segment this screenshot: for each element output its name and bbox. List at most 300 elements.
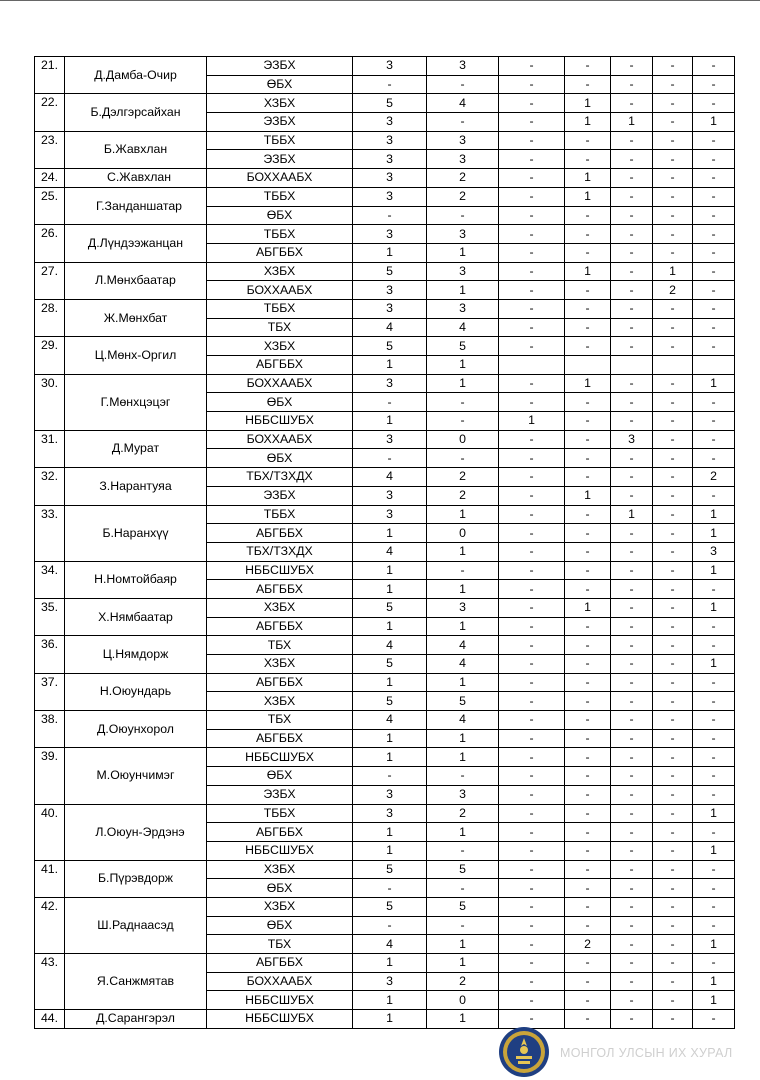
attendance-value-cell: -: [693, 57, 735, 76]
attendance-value-cell: 1: [353, 823, 427, 842]
attendance-value-cell: 1: [427, 505, 499, 524]
attendance-value-cell: 3: [353, 486, 427, 505]
attendance-value-cell: -: [353, 916, 427, 935]
attendance-value-cell: -: [653, 187, 693, 206]
committee-name: ТБХ: [207, 711, 353, 730]
attendance-value-cell: -: [653, 748, 693, 767]
table-row: [35, 468, 735, 487]
attendance-value-cell: 1: [693, 841, 735, 860]
attendance-value-cell: 1: [353, 617, 427, 636]
attendance-value-cell: -: [611, 935, 653, 954]
attendance-value-cell: 1: [653, 262, 693, 281]
attendance-value-cell: -: [693, 1010, 735, 1029]
member-number: 43.: [35, 954, 65, 1010]
attendance-value-cell: -: [353, 393, 427, 412]
attendance-value-cell: 5: [427, 897, 499, 916]
member-number: 21.: [35, 57, 65, 94]
member-number: 42.: [35, 897, 65, 953]
member-name: Ж.Мөнхбат: [65, 299, 207, 336]
attendance-value-cell: -: [693, 897, 735, 916]
attendance-table: [34, 56, 735, 1029]
attendance-value-cell: -: [565, 75, 611, 94]
attendance-value-cell: -: [565, 748, 611, 767]
table-row: [35, 711, 735, 730]
member-name: Х.Нямбаатар: [65, 598, 207, 635]
table-row: [35, 57, 735, 76]
attendance-value-cell: 4: [427, 318, 499, 337]
attendance-value-cell: -: [693, 916, 735, 935]
attendance-value-cell: 5: [353, 655, 427, 674]
attendance-value-cell: 3: [353, 299, 427, 318]
attendance-value-cell: -: [611, 785, 653, 804]
attendance-table-body: [35, 57, 735, 1029]
attendance-value-cell: -: [611, 243, 653, 262]
member-number: 26.: [35, 225, 65, 262]
attendance-value-cell: -: [653, 897, 693, 916]
attendance-value-cell: -: [499, 692, 565, 711]
committee-name: ТББХ: [207, 187, 353, 206]
attendance-value-cell: -: [653, 711, 693, 730]
committee-name: ТБХ/ТЗХДХ: [207, 542, 353, 561]
member-name: Б.Дэлгэрсайхан: [65, 94, 207, 131]
attendance-value-cell: 5: [353, 598, 427, 617]
attendance-value-cell: 3: [353, 785, 427, 804]
member-number: 28.: [35, 299, 65, 336]
attendance-value-cell: -: [653, 1010, 693, 1029]
attendance-value-cell: -: [565, 673, 611, 692]
attendance-value-cell: -: [653, 636, 693, 655]
committee-name: НББСШУБХ: [207, 748, 353, 767]
committee-name: ӨБХ: [207, 916, 353, 935]
attendance-value-cell: -: [499, 449, 565, 468]
committee-name: ТБХ/ТЗХДХ: [207, 468, 353, 487]
attendance-value-cell: -: [611, 486, 653, 505]
committee-name: ХЗБХ: [207, 860, 353, 879]
attendance-value-cell: -: [427, 206, 499, 225]
attendance-value-cell: 1: [693, 935, 735, 954]
committee-name: ӨБХ: [207, 449, 353, 468]
attendance-value-cell: 1: [427, 542, 499, 561]
committee-name: ТББХ: [207, 299, 353, 318]
attendance-value-cell: -: [611, 524, 653, 543]
attendance-value-cell: 1: [427, 748, 499, 767]
attendance-value-cell: -: [611, 655, 653, 674]
attendance-value-cell: 1: [427, 823, 499, 842]
attendance-value-cell: -: [427, 841, 499, 860]
attendance-value-cell: -: [427, 393, 499, 412]
attendance-value-cell: -: [353, 206, 427, 225]
attendance-value-cell: -: [427, 412, 499, 431]
attendance-value-cell: 4: [353, 636, 427, 655]
attendance-value-cell: -: [499, 860, 565, 879]
attendance-value-cell: -: [565, 150, 611, 169]
attendance-value-cell: -: [565, 393, 611, 412]
attendance-value-cell: 1: [565, 486, 611, 505]
attendance-value-cell: -: [499, 374, 565, 393]
member-name: Ц.Нямдорж: [65, 636, 207, 673]
attendance-value-cell: -: [693, 580, 735, 599]
attendance-value-cell: -: [693, 318, 735, 337]
attendance-value-cell: -: [427, 561, 499, 580]
member-number: 30.: [35, 374, 65, 430]
committee-name: АБГББХ: [207, 617, 353, 636]
watermark-text: МОНГОЛ УЛСЫН ИХ ХУРАЛ: [560, 1046, 733, 1060]
attendance-value-cell: -: [611, 580, 653, 599]
attendance-value-cell: -: [611, 823, 653, 842]
attendance-value-cell: -: [565, 430, 611, 449]
attendance-value-cell: -: [499, 823, 565, 842]
attendance-value-cell: -: [427, 449, 499, 468]
attendance-value-cell: -: [499, 94, 565, 113]
attendance-value-cell: -: [499, 954, 565, 973]
attendance-value-cell: -: [611, 692, 653, 711]
attendance-value-cell: 1: [353, 729, 427, 748]
attendance-value-cell: -: [653, 318, 693, 337]
committee-name: БОХХААБХ: [207, 169, 353, 188]
attendance-value-cell: -: [693, 767, 735, 786]
attendance-value-cell: -: [499, 561, 565, 580]
attendance-value-cell: -: [611, 897, 653, 916]
committee-name: ЭЗБХ: [207, 486, 353, 505]
attendance-value-cell: 1: [611, 505, 653, 524]
attendance-value-cell: 1: [427, 673, 499, 692]
attendance-value-cell: -: [499, 655, 565, 674]
member-name: Д.Лүндээжанцан: [65, 225, 207, 262]
attendance-value-cell: -: [611, 617, 653, 636]
committee-name: ТБХ: [207, 318, 353, 337]
member-number: 37.: [35, 673, 65, 710]
attendance-value-cell: -: [565, 131, 611, 150]
attendance-value-cell: 1: [427, 954, 499, 973]
committee-name: ТББХ: [207, 505, 353, 524]
attendance-value-cell: 3: [353, 281, 427, 300]
attendance-value-cell: 4: [353, 318, 427, 337]
attendance-value-cell: 1: [693, 505, 735, 524]
table-row: [35, 94, 735, 113]
committee-name: АБГББХ: [207, 729, 353, 748]
attendance-value-cell: 2: [427, 468, 499, 487]
attendance-value-cell: -: [693, 131, 735, 150]
member-number: 33.: [35, 505, 65, 561]
attendance-value-cell: -: [565, 524, 611, 543]
attendance-value-cell: 1: [693, 561, 735, 580]
member-number: 40.: [35, 804, 65, 860]
attendance-value-cell: -: [653, 225, 693, 244]
attendance-value-cell: -: [611, 150, 653, 169]
attendance-value-cell: -: [565, 561, 611, 580]
attendance-value-cell: 4: [427, 655, 499, 674]
attendance-value-cell: 3: [353, 505, 427, 524]
attendance-value-cell: -: [611, 299, 653, 318]
member-name: Г.Мөнхцэцэг: [65, 374, 207, 430]
attendance-value-cell: -: [653, 580, 693, 599]
attendance-value-cell: 1: [693, 972, 735, 991]
member-name: Н.Оюундарь: [65, 673, 207, 710]
attendance-value-cell: -: [653, 598, 693, 617]
attendance-value-cell: -: [499, 131, 565, 150]
attendance-value-cell: 1: [353, 748, 427, 767]
attendance-value-cell: -: [653, 729, 693, 748]
attendance-value-cell: -: [653, 972, 693, 991]
attendance-value-cell: -: [611, 468, 653, 487]
attendance-value-cell: -: [693, 150, 735, 169]
attendance-value-cell: -: [653, 374, 693, 393]
attendance-value-cell: 1: [353, 356, 427, 375]
attendance-value-cell: -: [565, 860, 611, 879]
member-name: С.Жавхлан: [65, 169, 207, 188]
table-row: [35, 598, 735, 617]
attendance-value-cell: -: [499, 841, 565, 860]
attendance-value-cell: -: [427, 916, 499, 935]
attendance-value-cell: -: [499, 767, 565, 786]
committee-name: АБГББХ: [207, 954, 353, 973]
attendance-value-cell: -: [693, 75, 735, 94]
attendance-value-cell: 1: [693, 374, 735, 393]
table-row: [35, 430, 735, 449]
member-number: 22.: [35, 94, 65, 131]
attendance-value-cell: -: [499, 337, 565, 356]
attendance-value-cell: -: [499, 729, 565, 748]
attendance-value-cell: -: [565, 57, 611, 76]
attendance-value-cell: -: [427, 767, 499, 786]
attendance-value-cell: 3: [353, 225, 427, 244]
attendance-value-cell: 1: [565, 113, 611, 132]
attendance-value-cell: -: [499, 879, 565, 898]
attendance-value-cell: -: [565, 449, 611, 468]
attendance-value-cell: 1: [353, 991, 427, 1010]
attendance-value-cell: -: [693, 299, 735, 318]
attendance-value-cell: 1: [353, 954, 427, 973]
attendance-value-cell: -: [693, 636, 735, 655]
attendance-value-cell: -: [693, 449, 735, 468]
committee-name: ХЗБХ: [207, 262, 353, 281]
attendance-value-cell: -: [565, 692, 611, 711]
member-number: 39.: [35, 748, 65, 804]
attendance-value-cell: -: [693, 785, 735, 804]
committee-name: ТБХ: [207, 935, 353, 954]
attendance-value-cell: 4: [353, 542, 427, 561]
attendance-value-cell: -: [611, 206, 653, 225]
table-row: [35, 954, 735, 973]
attendance-value-cell: 3: [693, 542, 735, 561]
table-row: [35, 804, 735, 823]
committee-name: НББСШУБХ: [207, 1010, 353, 1029]
attendance-value-cell: -: [693, 711, 735, 730]
committee-name: ӨБХ: [207, 393, 353, 412]
attendance-value-cell: 0: [427, 430, 499, 449]
attendance-value-cell: -: [611, 412, 653, 431]
attendance-value-cell: -: [693, 879, 735, 898]
attendance-value-cell: 5: [353, 897, 427, 916]
attendance-value-cell: -: [499, 243, 565, 262]
attendance-value-cell: -: [565, 823, 611, 842]
attendance-value-cell: -: [565, 281, 611, 300]
attendance-value-cell: -: [565, 767, 611, 786]
attendance-value-cell: -: [653, 879, 693, 898]
attendance-value-cell: -: [693, 262, 735, 281]
table-row: [35, 187, 735, 206]
attendance-value-cell: -: [499, 187, 565, 206]
attendance-value-cell: -: [611, 991, 653, 1010]
attendance-value-cell: -: [611, 804, 653, 823]
committee-name: ХЗБХ: [207, 692, 353, 711]
attendance-value-cell: 3: [353, 113, 427, 132]
attendance-value-cell: -: [611, 767, 653, 786]
attendance-value-cell: -: [565, 785, 611, 804]
attendance-value-cell: -: [653, 393, 693, 412]
attendance-value-cell: -: [499, 505, 565, 524]
attendance-value-cell: -: [499, 486, 565, 505]
committee-name: ӨБХ: [207, 879, 353, 898]
attendance-value-cell: -: [653, 150, 693, 169]
attendance-value-cell: -: [653, 113, 693, 132]
attendance-value-cell: -: [499, 542, 565, 561]
attendance-value-cell: 1: [611, 113, 653, 132]
attendance-value-cell: -: [499, 281, 565, 300]
attendance-value-cell: -: [653, 767, 693, 786]
attendance-value-cell: 1: [499, 412, 565, 431]
attendance-value-cell: -: [653, 785, 693, 804]
attendance-value-cell: 3: [353, 150, 427, 169]
attendance-value-cell: -: [653, 412, 693, 431]
attendance-value-cell: -: [565, 729, 611, 748]
member-name: Д.Оюунхорол: [65, 711, 207, 748]
attendance-value-cell: 5: [427, 337, 499, 356]
attendance-value-cell: 3: [353, 430, 427, 449]
attendance-value-cell: 1: [565, 169, 611, 188]
committee-name: АБГББХ: [207, 673, 353, 692]
member-name: Д.Мурат: [65, 430, 207, 467]
committee-name: НББСШУБХ: [207, 412, 353, 431]
table-row: [35, 673, 735, 692]
attendance-value-cell: -: [653, 804, 693, 823]
attendance-value-cell: 4: [353, 468, 427, 487]
page-top-border: [0, 0, 760, 1]
attendance-value-cell: -: [653, 131, 693, 150]
attendance-value-cell: -: [653, 94, 693, 113]
attendance-value-cell: -: [611, 954, 653, 973]
attendance-value-cell: -: [611, 860, 653, 879]
attendance-value-cell: 0: [427, 524, 499, 543]
attendance-value-cell: -: [499, 299, 565, 318]
attendance-value-cell: -: [611, 318, 653, 337]
committee-name: ХЗБХ: [207, 897, 353, 916]
member-number: 25.: [35, 187, 65, 224]
attendance-value-cell: 3: [353, 187, 427, 206]
attendance-value-cell: -: [693, 823, 735, 842]
table-row: [35, 262, 735, 281]
committee-name: ӨБХ: [207, 75, 353, 94]
attendance-value-cell: -: [693, 337, 735, 356]
committee-name: ХЗБХ: [207, 598, 353, 617]
committee-name: АБГББХ: [207, 580, 353, 599]
attendance-value-cell: 3: [611, 430, 653, 449]
attendance-value-cell: 5: [353, 337, 427, 356]
attendance-value-cell: -: [565, 542, 611, 561]
attendance-value-cell: -: [565, 991, 611, 1010]
attendance-value-cell: -: [693, 748, 735, 767]
committee-name: ТБХ: [207, 636, 353, 655]
attendance-value-cell: 4: [427, 94, 499, 113]
attendance-value-cell: -: [611, 561, 653, 580]
attendance-value-cell: -: [653, 449, 693, 468]
attendance-value-cell: -: [611, 449, 653, 468]
member-number: 35.: [35, 598, 65, 635]
attendance-value-cell: 5: [427, 860, 499, 879]
attendance-value-cell: -: [611, 916, 653, 935]
attendance-value-cell: -: [499, 524, 565, 543]
attendance-value-cell: 3: [427, 598, 499, 617]
member-name: Д.Сарангэрэл: [65, 1010, 207, 1029]
attendance-value-cell: 3: [353, 57, 427, 76]
attendance-value-cell: 1: [693, 655, 735, 674]
member-number: 32.: [35, 468, 65, 505]
attendance-value-cell: -: [565, 299, 611, 318]
attendance-value-cell: [611, 356, 653, 375]
committee-name: НББСШУБХ: [207, 841, 353, 860]
attendance-value-cell: [565, 356, 611, 375]
attendance-value-cell: -: [653, 916, 693, 935]
member-name: Н.Номтойбаяр: [65, 561, 207, 598]
attendance-value-cell: -: [653, 841, 693, 860]
attendance-value-cell: 1: [353, 412, 427, 431]
attendance-value-cell: -: [499, 468, 565, 487]
attendance-value-cell: 2: [427, 486, 499, 505]
attendance-value-cell: -: [611, 262, 653, 281]
attendance-value-cell: -: [565, 337, 611, 356]
committee-name: БОХХААБХ: [207, 281, 353, 300]
table-row: [35, 169, 735, 188]
attendance-value-cell: -: [611, 879, 653, 898]
attendance-value-cell: -: [693, 169, 735, 188]
member-number: 44.: [35, 1010, 65, 1029]
attendance-value-cell: -: [499, 972, 565, 991]
attendance-value-cell: -: [611, 131, 653, 150]
attendance-value-cell: 3: [427, 262, 499, 281]
attendance-value-cell: -: [611, 711, 653, 730]
member-name: Я.Санжмятав: [65, 954, 207, 1010]
attendance-value-cell: 1: [427, 1010, 499, 1029]
member-name: Ц.Мөнх-Оргил: [65, 337, 207, 374]
attendance-value-cell: -: [565, 206, 611, 225]
attendance-value-cell: -: [653, 468, 693, 487]
attendance-value-cell: -: [653, 692, 693, 711]
attendance-value-cell: -: [611, 598, 653, 617]
attendance-value-cell: 3: [353, 169, 427, 188]
attendance-value-cell: -: [565, 954, 611, 973]
attendance-value-cell: -: [499, 636, 565, 655]
attendance-value-cell: -: [565, 318, 611, 337]
attendance-value-cell: -: [565, 505, 611, 524]
attendance-value-cell: -: [693, 673, 735, 692]
attendance-value-cell: -: [499, 430, 565, 449]
attendance-value-cell: 2: [653, 281, 693, 300]
attendance-value-cell: -: [565, 655, 611, 674]
attendance-value-cell: -: [499, 711, 565, 730]
member-name: Б.Наранхүү: [65, 505, 207, 561]
attendance-value-cell: -: [611, 187, 653, 206]
attendance-value-cell: -: [565, 243, 611, 262]
table-row: [35, 897, 735, 916]
attendance-value-cell: 5: [353, 860, 427, 879]
attendance-value-cell: 4: [353, 711, 427, 730]
table-row: [35, 374, 735, 393]
attendance-value-cell: 1: [353, 1010, 427, 1029]
attendance-value-cell: -: [611, 281, 653, 300]
member-name: Ш.Раднаасэд: [65, 897, 207, 953]
committee-name: БОХХААБХ: [207, 972, 353, 991]
attendance-value-cell: 2: [427, 972, 499, 991]
